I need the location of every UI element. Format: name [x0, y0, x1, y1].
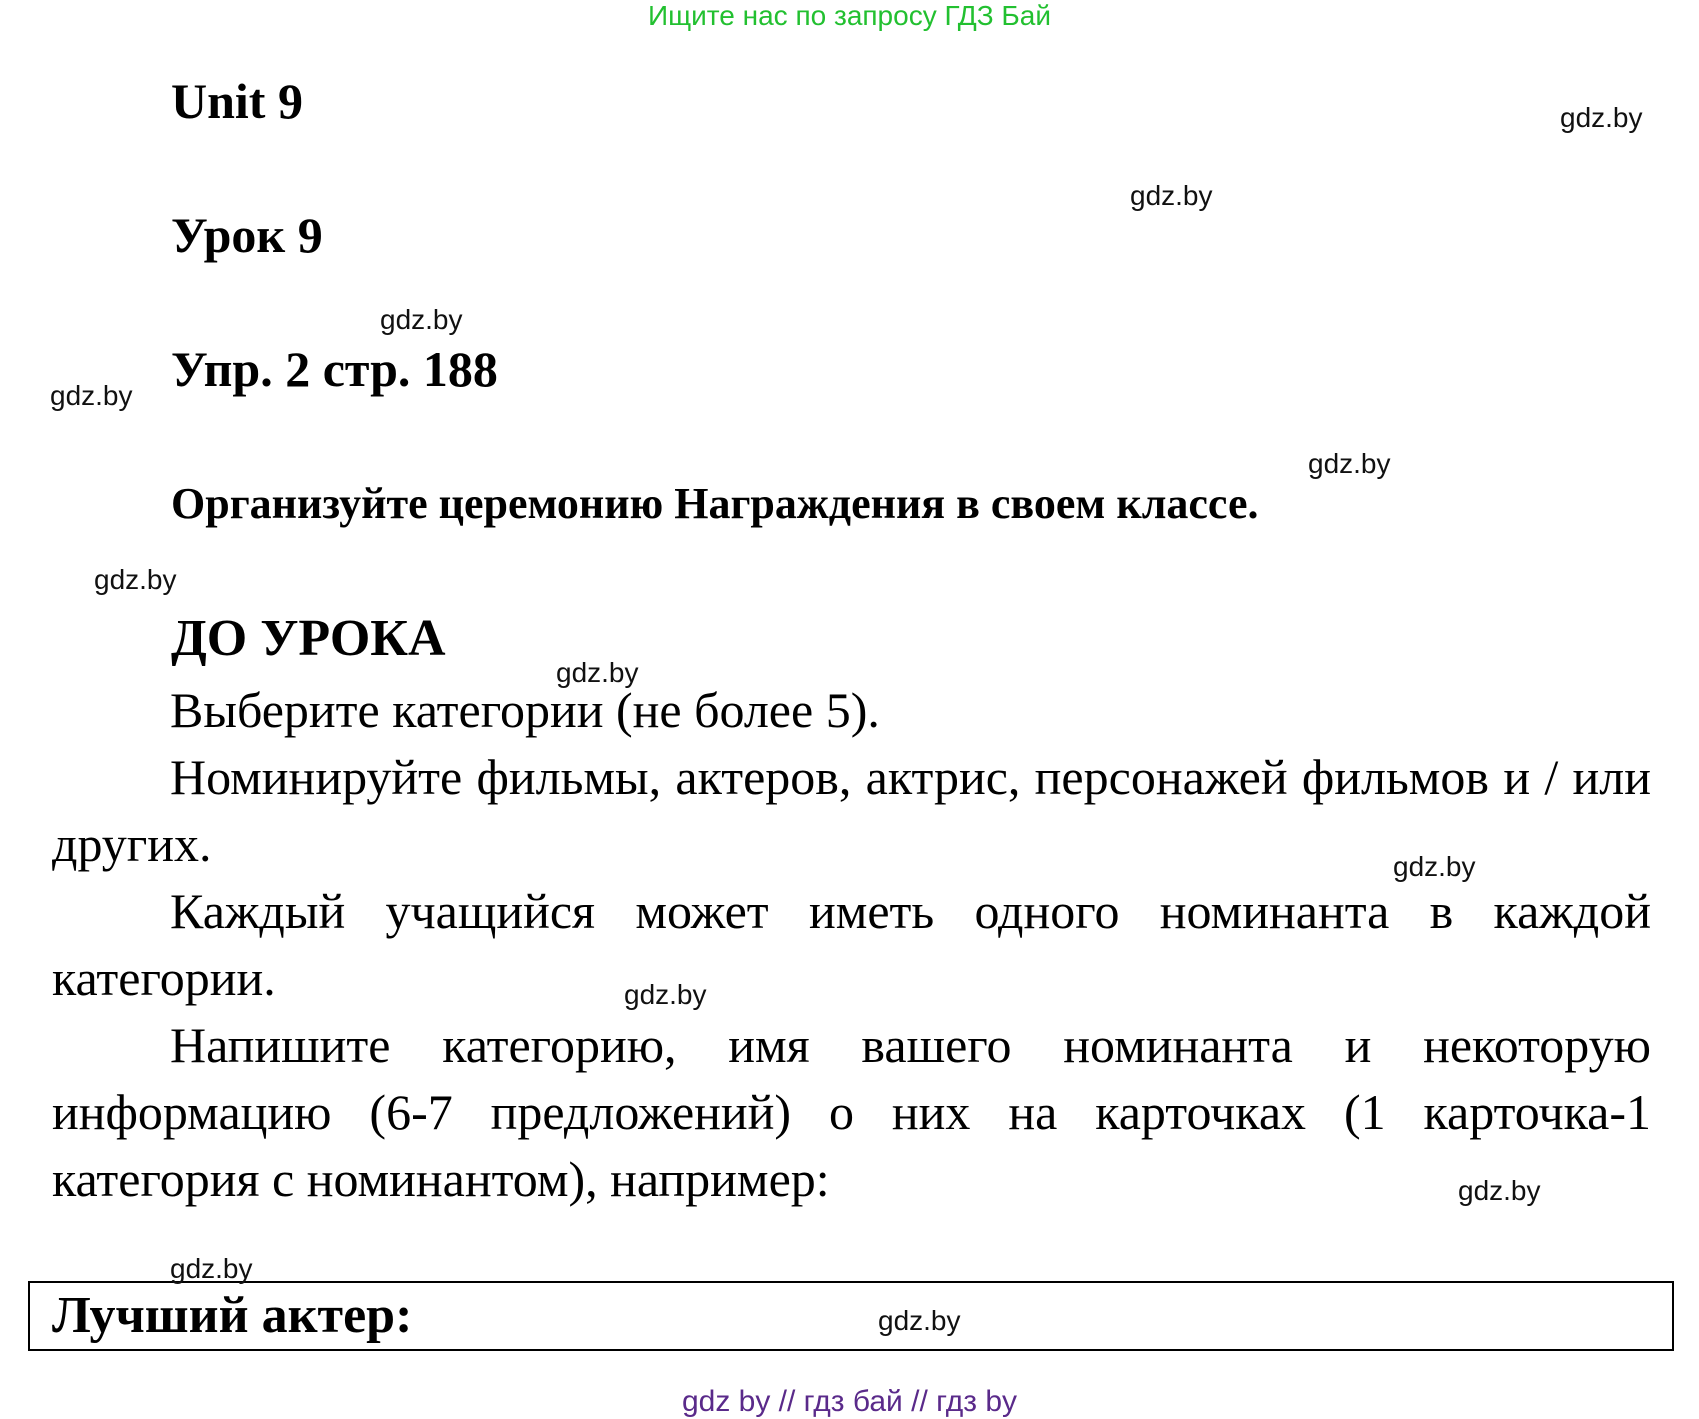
paragraph-write-cards: Напишите категорию, имя вашего номинанта и некоторую информацию (6-7 предложений) о них на карточках (1 карточка-1 категория с номинантом), например: — [52, 1017, 1651, 1207]
exercise-title: Упр. 2 стр. 188 — [171, 341, 498, 397]
footer-links: gdz by // гдз бай // гдз by — [681, 1385, 1018, 1418]
task-heading: Организуйте церемонию Награждения в своем классе. — [171, 479, 1259, 528]
watermark: gdz.by — [94, 564, 177, 595]
watermark: gdz.by — [1308, 448, 1391, 479]
watermark: gdz.by — [1393, 851, 1476, 882]
section-title: ДО УРОКА — [171, 610, 446, 667]
watermark: gdz.by — [878, 1305, 961, 1336]
paragraph-each-student: Каждый учащийся может иметь одного номинанта в каждой категории. — [52, 883, 1651, 1006]
watermark: gdz.by — [50, 380, 133, 411]
unit-title: Unit 9 — [171, 73, 303, 129]
watermark: gdz.by — [1130, 180, 1213, 211]
watermark: gdz.by — [380, 304, 463, 335]
watermark: gdz.by — [556, 657, 639, 688]
paragraph-nominate: Номинируйте фильмы, актеров, актрис, персонажей фильмов и / или других. — [52, 749, 1651, 872]
watermark: gdz.by — [1560, 102, 1643, 133]
lesson-title: Урок 9 — [171, 207, 323, 263]
watermark: gdz.by — [170, 1253, 253, 1284]
paragraph-choose-categories: Выберите категории (не более 5). — [170, 682, 880, 738]
example-card — [28, 1281, 1674, 1351]
card-title: Лучший актер: — [52, 1287, 413, 1344]
search-banner: Ищите нас по запросу ГДЗ Бай — [647, 0, 1052, 31]
watermark: gdz.by — [1458, 1175, 1541, 1206]
watermark: gdz.by — [624, 979, 707, 1010]
